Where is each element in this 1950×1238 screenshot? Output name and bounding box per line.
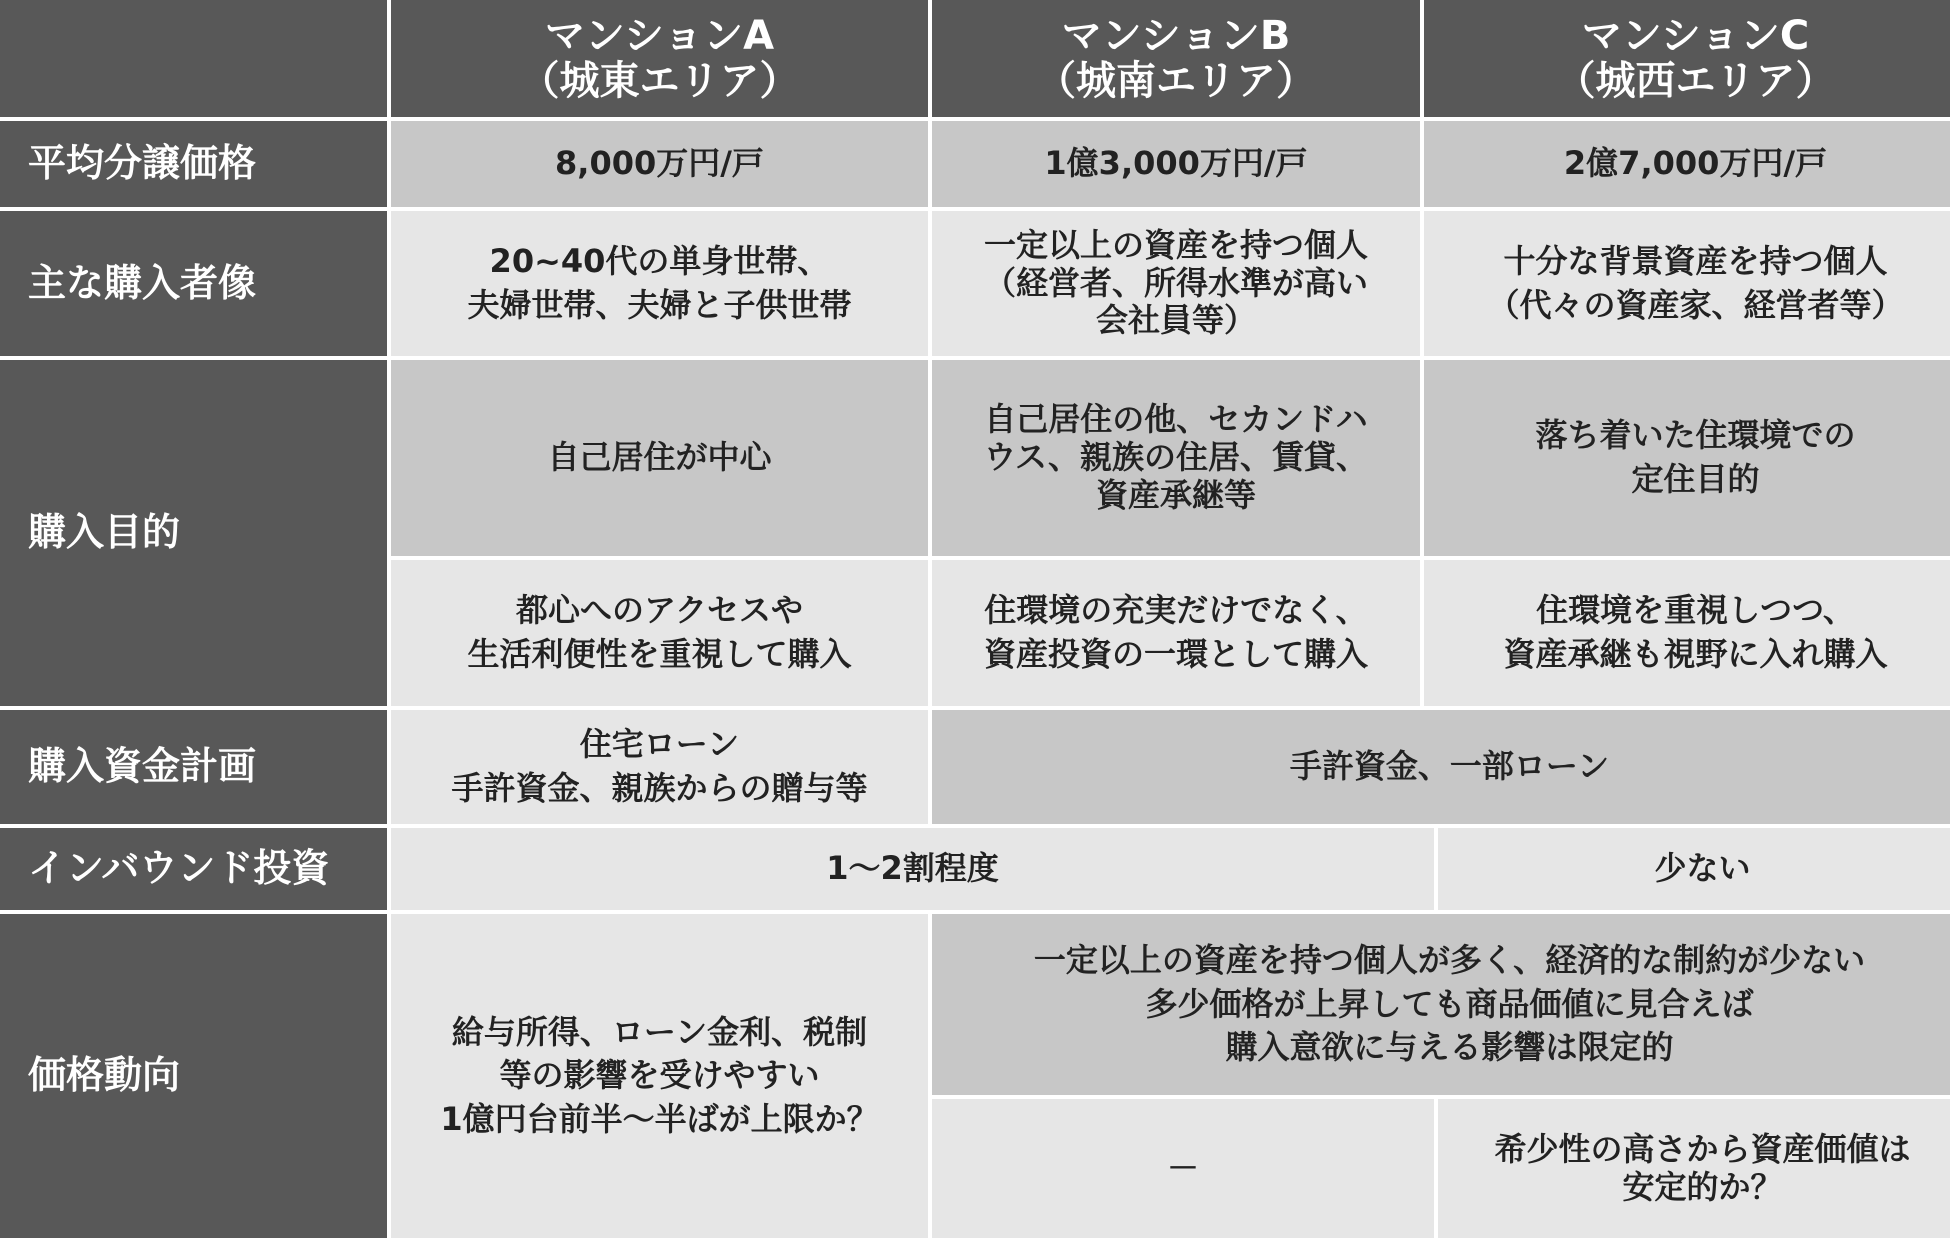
row-label-price: 平均分譲価格 bbox=[0, 121, 387, 207]
trend-a: 給与所得、ローン金利、税制 等の影響を受けやすい 1億円台前半～半ばが上限か？ bbox=[391, 914, 928, 1238]
trend-c-2: 希少性の高さから資産価値は 安定的か？ bbox=[1438, 1099, 1950, 1238]
price-a: 8,000万円/戸 bbox=[391, 121, 928, 207]
purpose-c-2: 住環境を重視しつつ、 資産承継も視野に入れ購入 bbox=[1424, 560, 1950, 706]
buyers-c: 十分な背景資産を持つ個人 （代々の資産家、経営者等） bbox=[1424, 211, 1950, 356]
row-label-buyers: 主な購入者像 bbox=[0, 211, 387, 356]
funding-bc: 手許資金、一部ローン bbox=[932, 710, 1950, 824]
purpose-a-2: 都心へのアクセスや 生活利便性を重視して購入 bbox=[391, 560, 928, 706]
purpose-a-1: 自己居住が中心 bbox=[391, 360, 928, 556]
purpose-c-1: 落ち着いた住環境での 定住目的 bbox=[1424, 360, 1950, 556]
purpose-b-1: 自己居住の他、セカンドハ ウス、親族の住居、賃貸、 資産承継等 bbox=[932, 360, 1420, 556]
header-mansion-c: マンションC （城西エリア） bbox=[1424, 0, 1950, 117]
buyers-b: 一定以上の資産を持つ個人 （経営者、所得水準が高い 会社員等） bbox=[932, 211, 1420, 356]
inbound-ab: 1～2割程度 bbox=[391, 828, 1434, 910]
purpose-b-2: 住環境の充実だけでなく、 資産投資の一環として購入 bbox=[932, 560, 1420, 706]
header-corner bbox=[0, 0, 387, 117]
row-label-purpose: 購入目的 bbox=[0, 360, 387, 706]
row-label-funding: 購入資金計画 bbox=[0, 710, 387, 824]
header-mansion-a: マンションA （城東エリア） bbox=[391, 0, 928, 117]
price-b: 1億3,000万円/戸 bbox=[932, 121, 1420, 207]
row-label-trend: 価格動向 bbox=[0, 914, 387, 1238]
funding-a: 住宅ローン 手許資金、親族からの贈与等 bbox=[391, 710, 928, 824]
inbound-c: 少ない bbox=[1438, 828, 1950, 910]
header-mansion-b: マンションB （城南エリア） bbox=[932, 0, 1420, 117]
trend-bc: 一定以上の資産を持つ個人が多く、経済的な制約が少ない 多少価格が上昇しても商品価値に見合えば 購入意欲に与える影響は限定的 bbox=[932, 914, 1950, 1095]
trend-b-2: － bbox=[932, 1099, 1434, 1238]
price-c: 2億7,000万円/戸 bbox=[1424, 121, 1950, 207]
row-label-inbound: インバウンド投資 bbox=[0, 828, 387, 910]
buyers-a: 20~40代の単身世帯、 夫婦世帯、夫婦と子供世帯 bbox=[391, 211, 928, 356]
